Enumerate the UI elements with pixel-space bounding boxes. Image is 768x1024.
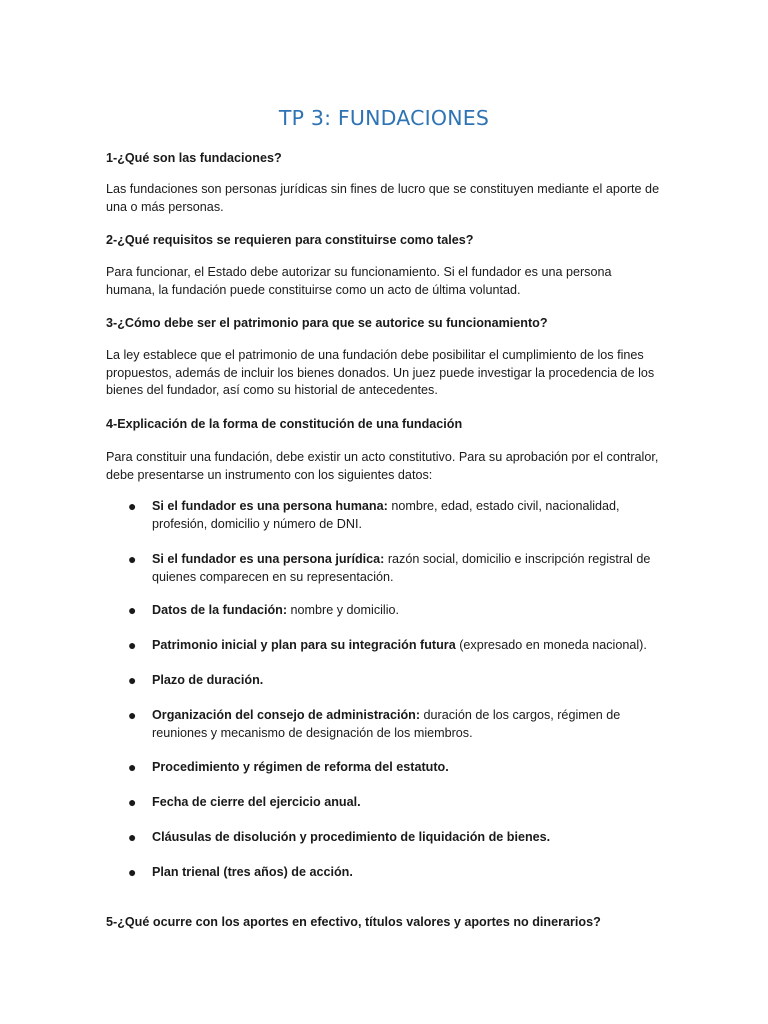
question-5: 5-¿Qué ocurre con los aportes en efectivo, títulos valores y aportes no dinerarios? bbox=[106, 915, 601, 929]
bullet-icon: ● bbox=[128, 498, 137, 514]
answer-1: Las fundaciones son personas jurídicas sin fines de lucro que se constituyen mediante el aporte de una o más personas. bbox=[106, 182, 660, 214]
question-4: 4-Explicación de la forma de constitución de una fundación bbox=[106, 417, 463, 431]
bullet-icon: ● bbox=[128, 707, 137, 723]
list-item-bold: Patrimonio inicial y plan para su integración futura bbox=[152, 638, 456, 652]
list-item-bold: Si el fundador es una persona humana: bbox=[152, 499, 388, 513]
bullet-icon: ● bbox=[128, 829, 137, 845]
list-item-bold: Fecha de cierre del ejercicio anual. bbox=[152, 795, 361, 809]
answer-3: La ley establece que el patrimonio de una fundación debe posibilitar el cumplimiento de los fines propuestos, además de incluir los bienes donados. Un juez puede investigar la procedencia de los bienes del fundador, así como su historial de antecedentes. bbox=[106, 348, 655, 397]
question-2: 2-¿Qué requisitos se requieren para constituirse como tales? bbox=[106, 233, 474, 247]
question-1: 1-¿Qué son las fundaciones? bbox=[106, 151, 282, 165]
answer-2: Para funcionar, el Estado debe autorizar su funcionamiento. Si el fundador es una persona humana, la fundación puede constituirse como un acto de última voluntad. bbox=[106, 265, 612, 297]
list-item-text: nombre y domicilio. bbox=[287, 603, 400, 617]
list-item-text: nombre, edad, estado civil, nacionalidad, profesión, domicilio y número de DNI. bbox=[152, 499, 620, 531]
list-item-bold: Cláusulas de disolución y procedimiento de liquidación de bienes. bbox=[152, 830, 551, 844]
list-item-bold: Organización del consejo de administración: bbox=[152, 708, 421, 722]
list-item-bold: Si el fundador es una persona jurídica: bbox=[152, 552, 385, 566]
list-item-bold: Datos de la fundación: bbox=[152, 603, 288, 617]
list-item-text: duración de los cargos, régimen de reuniones y mecanismo de designación de los miembros. bbox=[152, 708, 621, 740]
list-item-bold: Plan trienal (tres años) de acción. bbox=[152, 865, 353, 879]
bullet-icon: ● bbox=[128, 551, 137, 567]
bullet-icon: ● bbox=[128, 864, 137, 880]
bullet-icon: ● bbox=[128, 794, 137, 810]
bullet-icon: ● bbox=[128, 637, 137, 653]
question-3: 3-¿Cómo debe ser el patrimonio para que se autorice su funcionamiento? bbox=[106, 316, 548, 330]
answer-4: Para constituir una fundación, debe existir un acto constitutivo. Para su aprobación por el contralor, debe presentarse un instrumento con los siguientes datos: bbox=[106, 450, 659, 482]
bullet-icon: ● bbox=[128, 759, 137, 775]
list-item-bold: Plazo de duración. bbox=[152, 673, 264, 687]
bullet-icon: ● bbox=[128, 602, 137, 618]
document-title: TP 3: FUNDACIONES bbox=[278, 106, 490, 130]
list-item-text: (expresado en moneda nacional). bbox=[455, 638, 647, 652]
list-item-bold: Procedimiento y régimen de reforma del estatuto. bbox=[152, 760, 449, 774]
list-item-text: razón social, domicilio e inscripción registral de quienes comparecen en su representación. bbox=[152, 552, 651, 584]
bullet-icon: ● bbox=[128, 672, 137, 688]
